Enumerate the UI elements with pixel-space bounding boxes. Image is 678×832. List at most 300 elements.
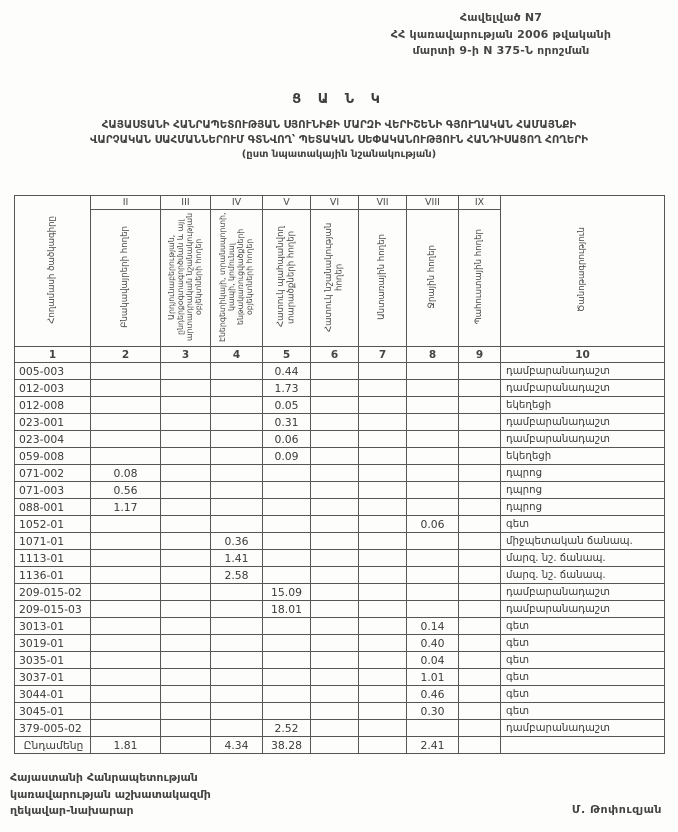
parcel-code-cell: 088-001: [15, 499, 91, 516]
settlement-lands-cell: [91, 601, 161, 618]
industrial-lands-cell: [161, 380, 211, 397]
protected-lands-cell: 0.31: [263, 414, 311, 431]
note-cell: դամբարանադաշտ: [501, 720, 665, 737]
water-lands-cell: 2.41: [407, 737, 459, 754]
header-col-6: [311, 210, 359, 347]
roman-II: II: [91, 196, 161, 210]
colnum-10: 10: [501, 347, 665, 363]
settlement-lands-cell: [91, 550, 161, 567]
appendix-header-line2: ՀՀ կառավարության 2006 թվականի: [390, 27, 612, 41]
table-row: [15, 397, 665, 414]
settlement-lands-cell: [91, 431, 161, 448]
header-col-3-label: Արդյունաբերության, ընդերքօգտագործման և այլ արտադրական նշանակության օբյեկտների հողեր: [166, 212, 203, 341]
water-lands-cell: [407, 550, 459, 567]
industrial-lands-cell: [161, 635, 211, 652]
settlement-lands-cell: [91, 380, 161, 397]
special-lands-cell: [311, 669, 359, 686]
note-cell: [501, 737, 665, 754]
note-cell: դպրոց: [501, 482, 665, 499]
note-cell: դամբարանադաշտ: [501, 363, 665, 380]
forest-lands-cell: [359, 414, 407, 431]
parcel-code-cell: 1071-01: [15, 533, 91, 550]
forest-lands-cell: [359, 686, 407, 703]
protected-lands-cell: 0.05: [263, 397, 311, 414]
note-cell: եկեղեցի: [501, 397, 665, 414]
water-lands-cell: [407, 567, 459, 584]
table-row: [15, 363, 665, 380]
parcel-code-cell: 012-003: [15, 380, 91, 397]
protected-lands-cell: [263, 465, 311, 482]
industrial-lands-cell: [161, 533, 211, 550]
parcel-code-cell: 023-004: [15, 431, 91, 448]
forest-lands-cell: [359, 737, 407, 754]
industrial-lands-cell: [161, 499, 211, 516]
protected-lands-cell: [263, 618, 311, 635]
reserve-lands-cell: [459, 533, 501, 550]
parcel-code-cell: 3013-01: [15, 618, 91, 635]
note-cell: դամբարանադաշտ: [501, 601, 665, 618]
note-cell: գետ: [501, 686, 665, 703]
industrial-lands-cell: [161, 363, 211, 380]
infrastructure-lands-cell: [211, 686, 263, 703]
reserve-lands-cell: [459, 397, 501, 414]
table-row: [15, 601, 665, 618]
subtitle-line1: ՀԱՅԱՍՏԱՆԻ ՀԱՆՐԱՊԵՏՈՒԹՅԱՆ ՍՅՈՒՆԻՔԻ ՄԱՐԶԻ ՎԵՐԻՇԵՆԻ ԳՅՈՒՂԱԿԱՆ ՀԱՄԱՅՆՔԻ: [101, 119, 577, 131]
special-lands-cell: [311, 431, 359, 448]
special-lands-cell: [311, 686, 359, 703]
industrial-lands-cell: [161, 601, 211, 618]
reserve-lands-cell: [459, 448, 501, 465]
water-lands-cell: [407, 380, 459, 397]
protected-lands-cell: [263, 652, 311, 669]
parcel-code-cell: 3044-01: [15, 686, 91, 703]
water-lands-cell: [407, 465, 459, 482]
water-lands-cell: 0.04: [407, 652, 459, 669]
header-col-7: [359, 210, 407, 347]
table-total-row: [15, 737, 665, 754]
infrastructure-lands-cell: [211, 397, 263, 414]
reserve-lands-cell: [459, 618, 501, 635]
reserve-lands-cell: [459, 363, 501, 380]
forest-lands-cell: [359, 720, 407, 737]
settlement-lands-cell: [91, 652, 161, 669]
water-lands-cell: [407, 533, 459, 550]
water-lands-cell: [407, 482, 459, 499]
settlement-lands-cell: [91, 567, 161, 584]
reserve-lands-cell: [459, 720, 501, 737]
industrial-lands-cell: [161, 482, 211, 499]
water-lands-cell: [407, 720, 459, 737]
infrastructure-lands-cell: [211, 482, 263, 499]
reserve-lands-cell: [459, 652, 501, 669]
colnum-6: 6: [311, 347, 359, 363]
settlement-lands-cell: 0.08: [91, 465, 161, 482]
table-row: [15, 669, 665, 686]
appendix-header-line1: Հավելված N7: [459, 11, 543, 24]
water-lands-cell: [407, 431, 459, 448]
header-col-7-label: Անտառային հողեր: [377, 233, 388, 320]
settlement-lands-cell: [91, 516, 161, 533]
special-lands-cell: [311, 652, 359, 669]
water-lands-cell: [407, 397, 459, 414]
note-cell: գետ: [501, 516, 665, 533]
infrastructure-lands-cell: 1.41: [211, 550, 263, 567]
water-lands-cell: [407, 584, 459, 601]
note-cell: դամբարանադաշտ: [501, 584, 665, 601]
header-col-5-label: Հատուկ պահպանվող տարածքների հողեր: [275, 226, 297, 327]
protected-lands-cell: [263, 635, 311, 652]
note-cell: գետ: [501, 703, 665, 720]
subtitle-line3: (ըստ նպատակային նշանակության): [241, 148, 437, 160]
infrastructure-lands-cell: [211, 431, 263, 448]
infrastructure-lands-cell: [211, 380, 263, 397]
table-row: [15, 720, 665, 737]
industrial-lands-cell: [161, 737, 211, 754]
settlement-lands-cell: [91, 397, 161, 414]
parcel-code-cell: 1052-01: [15, 516, 91, 533]
parcel-code-cell: 023-001: [15, 414, 91, 431]
forest-lands-cell: [359, 601, 407, 618]
infrastructure-lands-cell: [211, 499, 263, 516]
header-col-3: [161, 210, 211, 347]
note-cell: գետ: [501, 635, 665, 652]
water-lands-cell: 0.14: [407, 618, 459, 635]
parcel-code-cell: 1113-01: [15, 550, 91, 567]
industrial-lands-cell: [161, 567, 211, 584]
note-cell: միջպետական ճանապ.: [501, 533, 665, 550]
page-title: Ց Ա Ն Կ: [292, 92, 386, 107]
water-lands-cell: [407, 499, 459, 516]
reserve-lands-cell: [459, 737, 501, 754]
infrastructure-lands-cell: [211, 720, 263, 737]
subtitle-line2: ՎԱՐՉԱԿԱՆ ՍԱՀՄԱՆՆԵՐՈՒՄ ԳՏՆՎՈՂ՝ ՊԵՏԱԿԱՆ ՍԵՓԱԿԱՆՈՒԹՅՈՒՆ ՀԱՆԴԻՍԱՑՈՂ ՀՈՂԵՐԻ: [90, 133, 588, 146]
protected-lands-cell: 0.44: [263, 363, 311, 380]
note-cell: դամբարանադաշտ: [501, 380, 665, 397]
parcel-code-cell: 071-003: [15, 482, 91, 499]
special-lands-cell: [311, 516, 359, 533]
settlement-lands-cell: 0.56: [91, 482, 161, 499]
signature-name: Մ. Թոփուզյան: [571, 803, 662, 816]
land-table-wrapper: [14, 195, 665, 754]
colnum-4: 4: [211, 347, 263, 363]
table-row: [15, 499, 665, 516]
forest-lands-cell: [359, 482, 407, 499]
special-lands-cell: [311, 567, 359, 584]
settlement-lands-cell: [91, 686, 161, 703]
table-row: [15, 635, 665, 652]
settlement-lands-cell: [91, 363, 161, 380]
protected-lands-cell: [263, 686, 311, 703]
reserve-lands-cell: [459, 414, 501, 431]
table-row: [15, 703, 665, 720]
settlement-lands-cell: [91, 669, 161, 686]
special-lands-cell: [311, 601, 359, 618]
signatory-block: [10, 770, 211, 820]
special-lands-cell: [311, 635, 359, 652]
table-body: [15, 363, 665, 754]
industrial-lands-cell: [161, 720, 211, 737]
industrial-lands-cell: [161, 703, 211, 720]
parcel-code-cell: 1136-01: [15, 567, 91, 584]
reserve-lands-cell: [459, 635, 501, 652]
header-col-2-label: Բնակավայրերի հողեր: [120, 225, 131, 328]
reserve-lands-cell: [459, 686, 501, 703]
roman-numerals-row: [15, 196, 665, 210]
table-row: [15, 652, 665, 669]
forest-lands-cell: [359, 380, 407, 397]
infrastructure-lands-cell: [211, 652, 263, 669]
table-row: [15, 533, 665, 550]
header-col-9: [459, 210, 501, 347]
header-col-1: [15, 196, 91, 347]
industrial-lands-cell: [161, 618, 211, 635]
forest-lands-cell: [359, 499, 407, 516]
industrial-lands-cell: [161, 414, 211, 431]
note-cell: դպրոց: [501, 499, 665, 516]
parcel-code-cell: 209-015-02: [15, 584, 91, 601]
industrial-lands-cell: [161, 448, 211, 465]
forest-lands-cell: [359, 567, 407, 584]
protected-lands-cell: [263, 703, 311, 720]
parcel-code-cell: 379-005-02: [15, 720, 91, 737]
colnum-7: 7: [359, 347, 407, 363]
table-row: [15, 516, 665, 533]
note-cell: մարզ. նշ. ճանապ.: [501, 567, 665, 584]
table-row: [15, 465, 665, 482]
signatory-line3: ղեկավար-նախարար: [10, 804, 134, 817]
roman-V: V: [263, 196, 311, 210]
table-row: [15, 567, 665, 584]
special-lands-cell: [311, 465, 359, 482]
protected-lands-cell: [263, 533, 311, 550]
reserve-lands-cell: [459, 703, 501, 720]
reserve-lands-cell: [459, 601, 501, 618]
note-cell: մարզ. նշ. ճանապ.: [501, 550, 665, 567]
reserve-lands-cell: [459, 516, 501, 533]
reserve-lands-cell: [459, 380, 501, 397]
settlement-lands-cell: [91, 635, 161, 652]
forest-lands-cell: [359, 635, 407, 652]
water-lands-cell: 0.06: [407, 516, 459, 533]
special-lands-cell: [311, 363, 359, 380]
water-lands-cell: [407, 414, 459, 431]
protected-lands-cell: 15.09: [263, 584, 311, 601]
protected-lands-cell: [263, 499, 311, 516]
water-lands-cell: 1.01: [407, 669, 459, 686]
parcel-code-cell: 012-008: [15, 397, 91, 414]
infrastructure-lands-cell: [211, 669, 263, 686]
forest-lands-cell: [359, 516, 407, 533]
note-cell: գետ: [501, 652, 665, 669]
industrial-lands-cell: [161, 584, 211, 601]
parcel-code-cell: 3019-01: [15, 635, 91, 652]
roman-VIII: VIII: [407, 196, 459, 210]
infrastructure-lands-cell: [211, 584, 263, 601]
protected-lands-cell: [263, 516, 311, 533]
header-col-1-label: Հողամասի ծածկագիրը: [47, 215, 58, 324]
infrastructure-lands-cell: [211, 363, 263, 380]
signatory-line1: Հայաստանի Հանրապետության: [10, 771, 198, 784]
settlement-lands-cell: [91, 414, 161, 431]
note-cell: դպրոց: [501, 465, 665, 482]
infrastructure-lands-cell: [211, 618, 263, 635]
special-lands-cell: [311, 499, 359, 516]
industrial-lands-cell: [161, 550, 211, 567]
special-lands-cell: [311, 414, 359, 431]
protected-lands-cell: [263, 482, 311, 499]
forest-lands-cell: [359, 465, 407, 482]
forest-lands-cell: [359, 363, 407, 380]
reserve-lands-cell: [459, 584, 501, 601]
table-row: [15, 686, 665, 703]
industrial-lands-cell: [161, 669, 211, 686]
parcel-code-cell: 005-003: [15, 363, 91, 380]
special-lands-cell: [311, 618, 359, 635]
infrastructure-lands-cell: 2.58: [211, 567, 263, 584]
header-col-5: [263, 210, 311, 347]
special-lands-cell: [311, 703, 359, 720]
forest-lands-cell: [359, 703, 407, 720]
table-row: [15, 431, 665, 448]
infrastructure-lands-cell: [211, 465, 263, 482]
forest-lands-cell: [359, 584, 407, 601]
header-col-10: [501, 196, 665, 347]
forest-lands-cell: [359, 533, 407, 550]
parcel-code-cell: Ընդամենը: [15, 737, 91, 754]
reserve-lands-cell: [459, 482, 501, 499]
special-lands-cell: [311, 737, 359, 754]
industrial-lands-cell: [161, 465, 211, 482]
water-lands-cell: [407, 448, 459, 465]
settlement-lands-cell: [91, 703, 161, 720]
settlement-lands-cell: 1.17: [91, 499, 161, 516]
forest-lands-cell: [359, 448, 407, 465]
special-lands-cell: [311, 448, 359, 465]
protected-lands-cell: 38.28: [263, 737, 311, 754]
roman-III: III: [161, 196, 211, 210]
infrastructure-lands-cell: [211, 703, 263, 720]
roman-VII: VII: [359, 196, 407, 210]
roman-IV: IV: [211, 196, 263, 210]
header-col-9-label: Պահուստային հողեր: [474, 228, 485, 325]
header-col-6-label: Հատուկ նշանակության հողեր: [323, 221, 345, 332]
industrial-lands-cell: [161, 397, 211, 414]
roman-VI: VI: [311, 196, 359, 210]
special-lands-cell: [311, 533, 359, 550]
infrastructure-lands-cell: [211, 601, 263, 618]
colnum-1: 1: [15, 347, 91, 363]
table-row: [15, 618, 665, 635]
parcel-code-cell: 3037-01: [15, 669, 91, 686]
table-row: [15, 482, 665, 499]
protected-lands-cell: 1.73: [263, 380, 311, 397]
settlement-lands-cell: [91, 618, 161, 635]
special-lands-cell: [311, 482, 359, 499]
infrastructure-lands-cell: 0.36: [211, 533, 263, 550]
protected-lands-cell: [263, 550, 311, 567]
protected-lands-cell: 0.06: [263, 431, 311, 448]
industrial-lands-cell: [161, 516, 211, 533]
water-lands-cell: 0.46: [407, 686, 459, 703]
land-categories-table: [14, 195, 665, 754]
industrial-lands-cell: [161, 431, 211, 448]
settlement-lands-cell: [91, 720, 161, 737]
special-lands-cell: [311, 397, 359, 414]
colnum-5: 5: [263, 347, 311, 363]
water-lands-cell: 0.30: [407, 703, 459, 720]
industrial-lands-cell: [161, 652, 211, 669]
parcel-code-cell: 071-002: [15, 465, 91, 482]
water-lands-cell: 0.40: [407, 635, 459, 652]
header-col-10-label: Ծանոթագրություն: [577, 227, 588, 312]
colnum-2: 2: [91, 347, 161, 363]
note-cell: եկեղեցի: [501, 448, 665, 465]
forest-lands-cell: [359, 618, 407, 635]
forest-lands-cell: [359, 652, 407, 669]
parcel-code-cell: 059-008: [15, 448, 91, 465]
special-lands-cell: [311, 380, 359, 397]
note-cell: դամբարանադաշտ: [501, 414, 665, 431]
note-cell: գետ: [501, 618, 665, 635]
roman-IX: IX: [459, 196, 501, 210]
document-subtitle: [10, 118, 668, 162]
table-row: [15, 550, 665, 567]
protected-lands-cell: [263, 567, 311, 584]
reserve-lands-cell: [459, 669, 501, 686]
special-lands-cell: [311, 720, 359, 737]
forest-lands-cell: [359, 669, 407, 686]
table-row: [15, 380, 665, 397]
header-col-2: [91, 210, 161, 347]
settlement-lands-cell: [91, 584, 161, 601]
infrastructure-lands-cell: [211, 414, 263, 431]
appendix-header: [346, 10, 656, 60]
parcel-code-cell: 3045-01: [15, 703, 91, 720]
settlement-lands-cell: [91, 533, 161, 550]
header-col-4-label: Էներգետիկայի, տրանսպորտի, կապի, կոմունալ ենթակառուցվածքների օբյեկտների հողեր: [217, 211, 254, 342]
water-lands-cell: [407, 601, 459, 618]
column-numbers-row: [15, 347, 665, 363]
colnum-8: 8: [407, 347, 459, 363]
reserve-lands-cell: [459, 499, 501, 516]
forest-lands-cell: [359, 397, 407, 414]
parcel-code-cell: 3035-01: [15, 652, 91, 669]
signatory-line2: կառավարության աշխատակազմի: [10, 787, 211, 801]
reserve-lands-cell: [459, 431, 501, 448]
appendix-header-line3: մարտի 9-ի N 375-Ն որոշման: [412, 44, 590, 57]
table-row: [15, 448, 665, 465]
reserve-lands-cell: [459, 567, 501, 584]
water-lands-cell: [407, 363, 459, 380]
special-lands-cell: [311, 550, 359, 567]
protected-lands-cell: 2.52: [263, 720, 311, 737]
header-col-8: [407, 210, 459, 347]
colnum-3: 3: [161, 347, 211, 363]
settlement-lands-cell: [91, 448, 161, 465]
header-col-8-label: Ջրային հողեր: [427, 244, 438, 309]
infrastructure-lands-cell: [211, 448, 263, 465]
parcel-code-cell: 209-015-03: [15, 601, 91, 618]
forest-lands-cell: [359, 431, 407, 448]
table-row: [15, 584, 665, 601]
settlement-lands-cell: 1.81: [91, 737, 161, 754]
table-row: [15, 414, 665, 431]
protected-lands-cell: [263, 669, 311, 686]
note-cell: գետ: [501, 669, 665, 686]
reserve-lands-cell: [459, 465, 501, 482]
protected-lands-cell: 18.01: [263, 601, 311, 618]
colnum-9: 9: [459, 347, 501, 363]
